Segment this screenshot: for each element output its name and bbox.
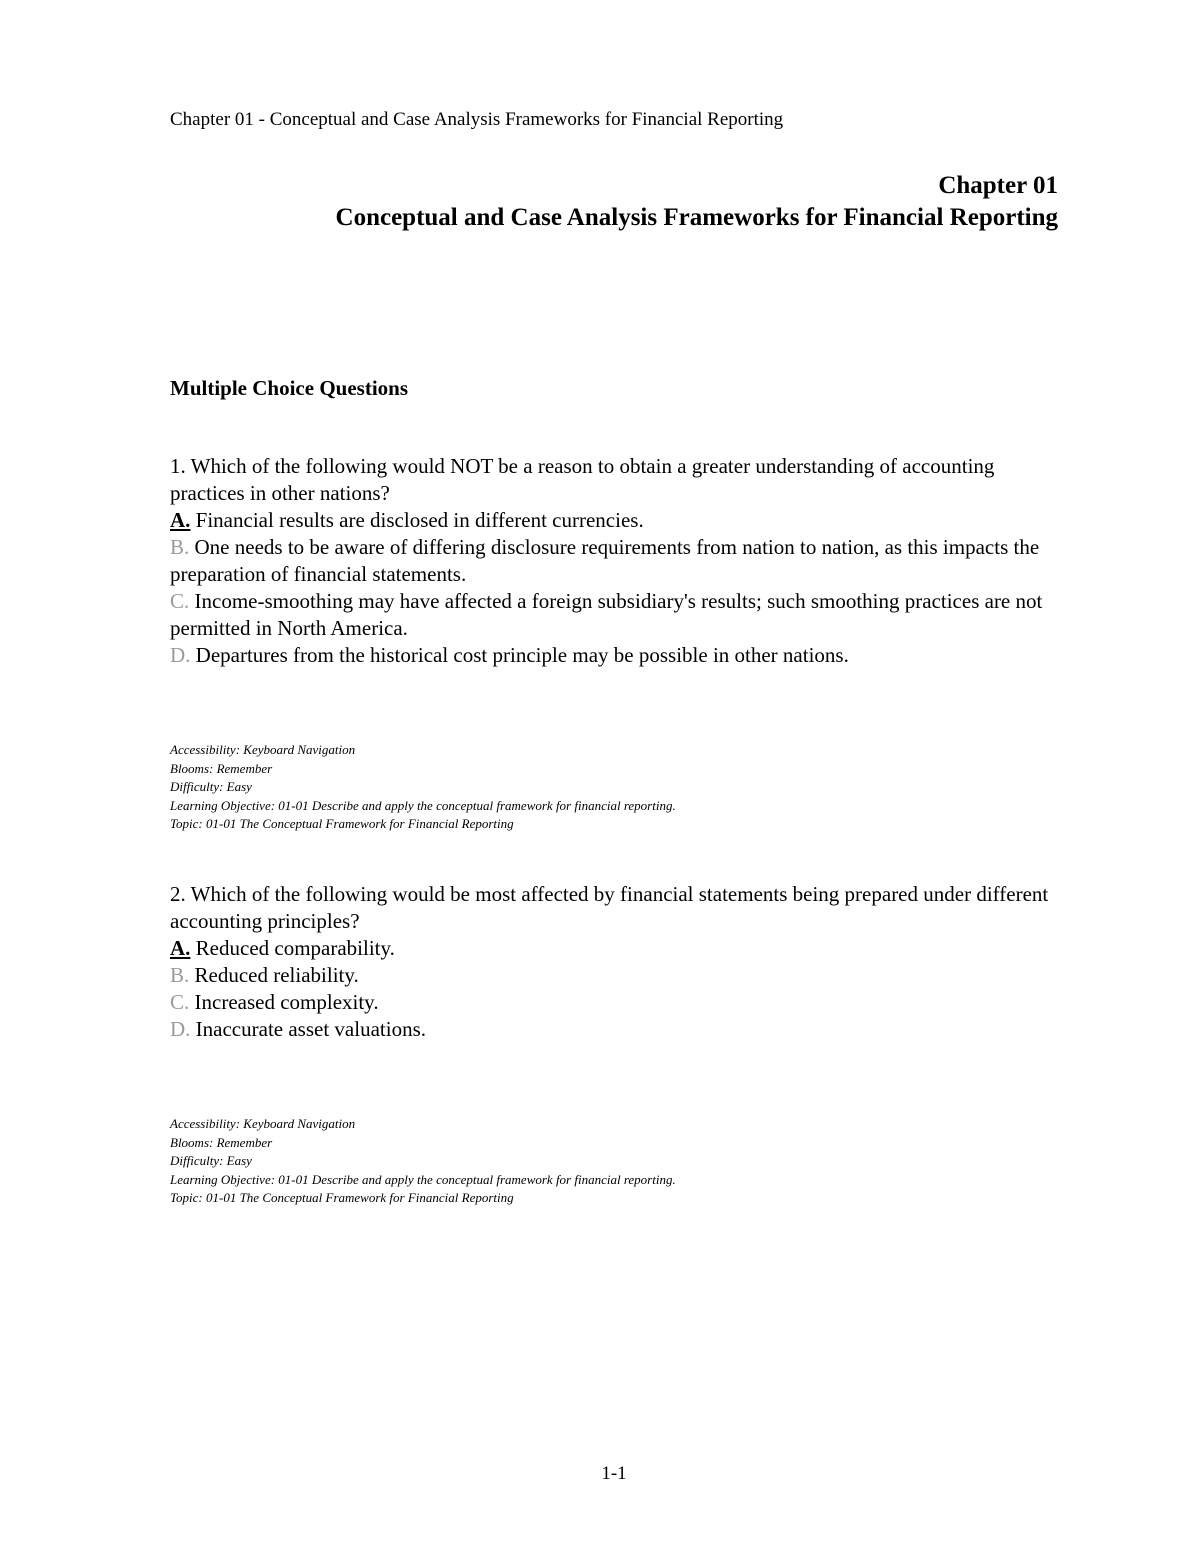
- choice-b: [170, 962, 1060, 989]
- choice-text: Income-smoothing may have affected a foreign subsidiary's results; such smoothing practices are not permitted in North America.: [170, 589, 1043, 640]
- question-1-metadata: [170, 741, 1070, 834]
- choice-letter: A.: [170, 936, 191, 960]
- metadata-accessibility: Accessibility: Keyboard Navigation: [170, 1116, 356, 1131]
- question-stem: 1. Which of the following would NOT be a reason to obtain a greater understanding of accounting practices in other nations?: [170, 454, 995, 505]
- choice-letter: B.: [170, 535, 190, 559]
- choice-c: [170, 588, 1060, 642]
- choice-a: [170, 507, 1060, 534]
- choice-text: Increased complexity.: [189, 990, 379, 1014]
- choice-text: Reduced reliability.: [189, 963, 359, 987]
- choice-text: Financial results are disclosed in different currencies.: [190, 508, 644, 532]
- metadata-blooms: Blooms: Remember: [170, 760, 273, 776]
- chapter-title: Conceptual and Case Analysis Frameworks for Financial Reporting: [335, 204, 1058, 231]
- question-2: [170, 881, 1060, 1043]
- question-stem: 2. Which of the following would be most affected by financial statements being prepared under different accounting principles?: [170, 882, 1049, 933]
- choice-letter: C.: [170, 589, 190, 613]
- choice-text: Departures from the historical cost principle may be possible in other nations.: [190, 643, 849, 667]
- metadata-topic: Topic: 01-01 The Conceptual Framework for Financial Reporting: [170, 816, 514, 831]
- choice-text: Reduced comparability.: [190, 936, 395, 960]
- metadata-learning-objective: Learning Objective: 01-01 Describe and apply the conceptual framework for financial reporting.: [170, 797, 676, 813]
- section-heading: Multiple Choice Questions: [170, 376, 409, 400]
- choice-text: One needs to be aware of differing disclosure requirements from nation to nation, as this impacts the preparation of financial statements.: [170, 535, 1040, 586]
- metadata-difficulty: Difficulty: Easy: [170, 1153, 252, 1168]
- choice-a: [170, 935, 1060, 962]
- page-number: 1-1: [601, 1463, 627, 1484]
- choice-letter: D.: [170, 1017, 191, 1041]
- chapter-number: Chapter 01: [938, 172, 1058, 199]
- choice-d: [170, 1016, 1060, 1043]
- choice-d: [170, 642, 1060, 669]
- metadata-difficulty: Difficulty: Easy: [170, 779, 252, 794]
- question-2-metadata: [170, 1115, 1070, 1208]
- chapter-title-block: [336, 170, 1058, 234]
- choice-letter: D.: [170, 643, 191, 667]
- choice-c: [170, 989, 1060, 1016]
- choice-letter: C.: [170, 990, 190, 1014]
- question-1: [170, 453, 1060, 669]
- running-header: Chapter 01 - Conceptual and Case Analysis Frameworks for Financial Reporting: [170, 109, 784, 130]
- metadata-accessibility: Accessibility: Keyboard Navigation: [170, 742, 356, 757]
- metadata-blooms: Blooms: Remember: [170, 1134, 273, 1150]
- choice-text: Inaccurate asset valuations.: [190, 1017, 426, 1041]
- metadata-topic: Topic: 01-01 The Conceptual Framework for Financial Reporting: [170, 1190, 514, 1205]
- choice-b: [170, 534, 1060, 588]
- choice-letter: B.: [170, 963, 190, 987]
- choice-letter: A.: [170, 508, 191, 532]
- metadata-learning-objective: Learning Objective: 01-01 Describe and apply the conceptual framework for financial reporting.: [170, 1171, 676, 1187]
